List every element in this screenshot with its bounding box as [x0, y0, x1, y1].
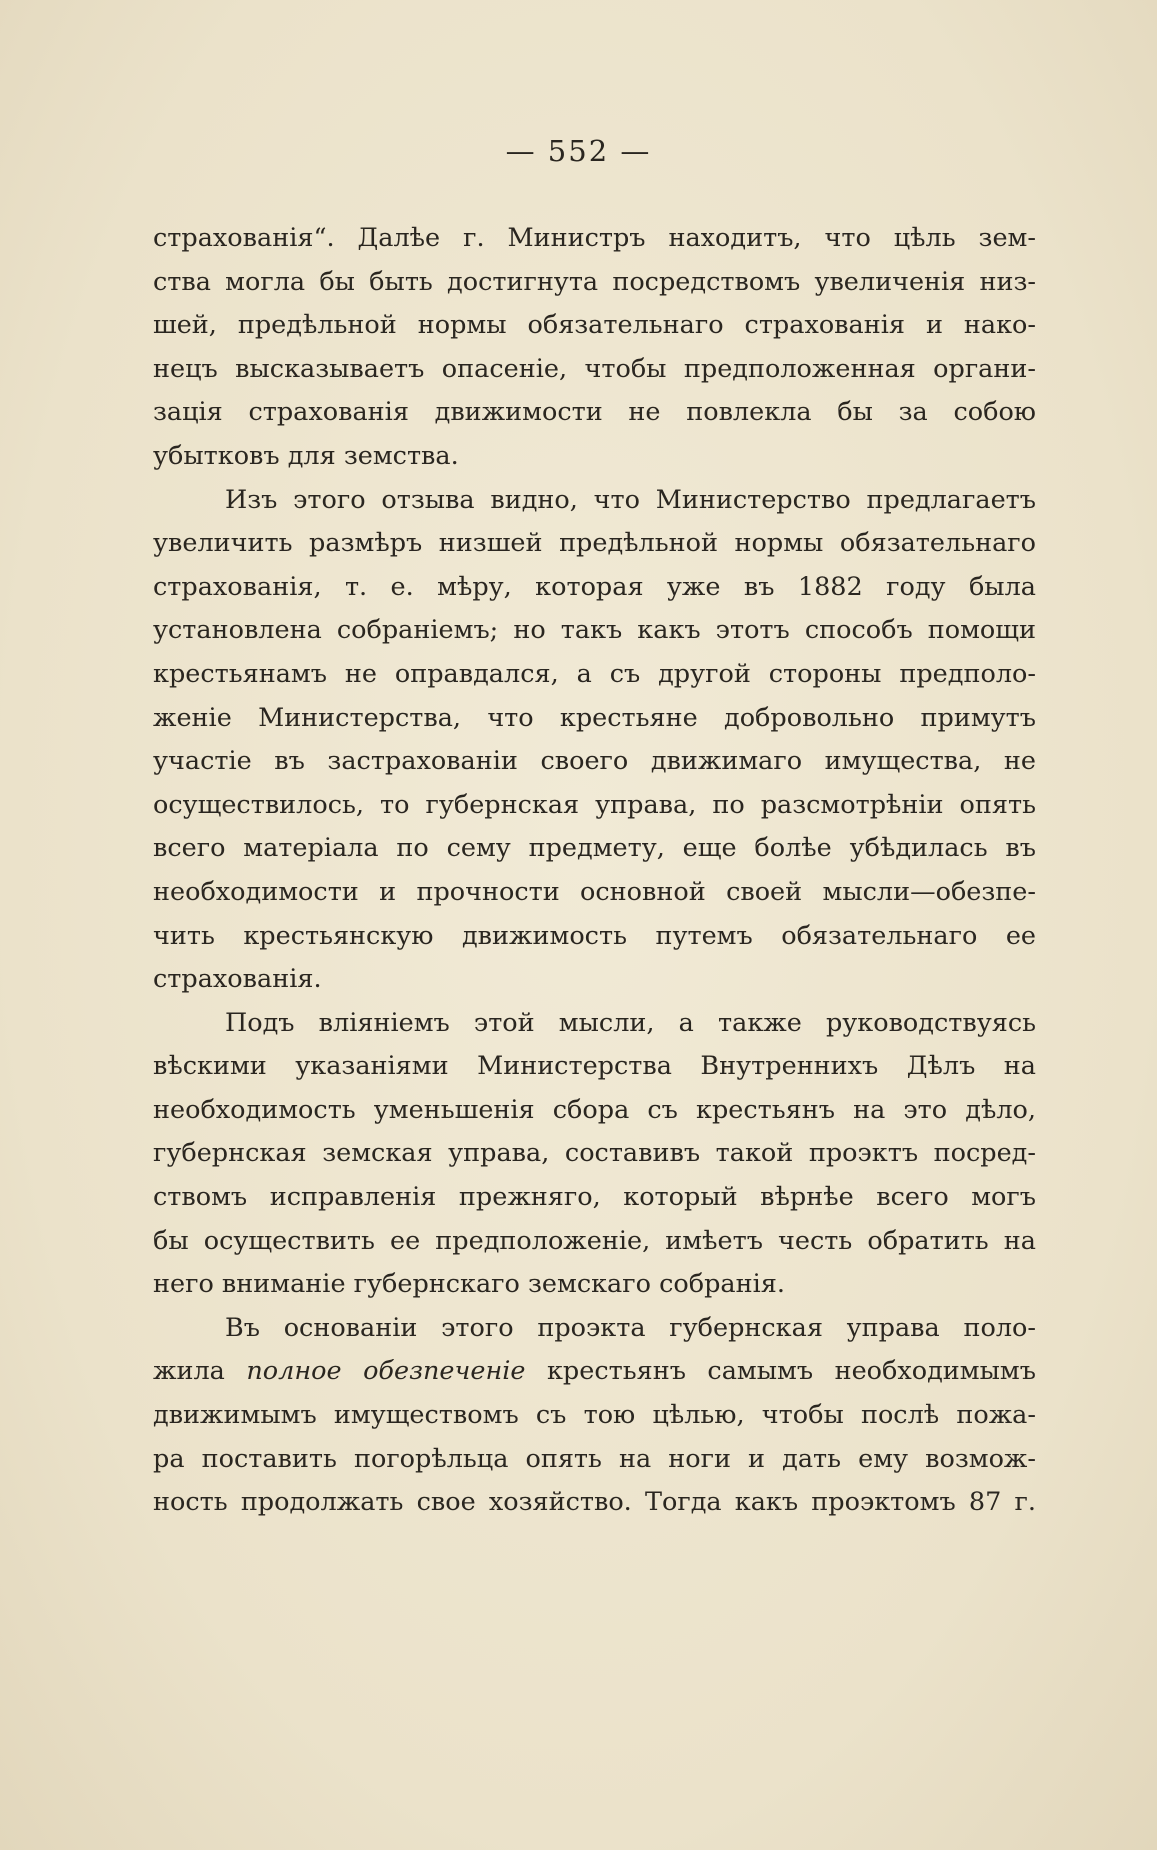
text-line: него вниманіе губернскаго земскаго собранія. — [153, 1269, 785, 1300]
text-line: нецъ высказываетъ опасеніе, чтобы предположенная органи- — [153, 353, 1036, 384]
text-line: страхованія, т. е. мѣру, которая уже въ 1882 году была — [153, 571, 1036, 602]
text-line: убытковъ для земства. — [153, 440, 459, 471]
text-line: движимымъ имуществомъ съ тою цѣлью, чтобы послѣ пожа- — [153, 1400, 1036, 1431]
page-number: — 552 — — [505, 134, 652, 168]
text-line: ства могла бы быть достигнута посредствомъ увеличенія низ- — [153, 266, 1036, 297]
text-segment: крестьянъ самымъ необходимымъ — [525, 1356, 1036, 1387]
text-line: шей, предѣльной нормы обязательнаго страхованія и нако- — [153, 310, 1036, 341]
body-text — [153, 217, 1036, 1525]
text-line: участіе въ застрахованіи своего движимаго имущества, не — [153, 746, 1036, 777]
emphasis-text: полное обезпеченіе — [246, 1356, 526, 1387]
text-segment: жила — [153, 1356, 247, 1387]
text-line: ра поставить погорѣльца опять на ноги и дать ему возмож- — [153, 1443, 1036, 1474]
text-line: Подъ вліяніемъ этой мысли, а также руководствуясь — [225, 1007, 1036, 1038]
text-line: Изъ этого отзыва видно, что Министерство предлагаетъ — [225, 484, 1036, 515]
text-line: чить крестьянскую движимость путемъ обязательнаго ее — [153, 920, 1036, 951]
text-line: ность продолжать свое хозяйство. Тогда какъ проэктомъ 87 г. — [153, 1487, 1036, 1518]
text-line: зація страхованія движимости не повлекла бы за собою — [153, 397, 1036, 428]
text-line: всего матеріала по сему предмету, еще болѣе убѣдилась въ — [153, 833, 1036, 864]
text-line: женіе Министерства, что крестьяне добровольно примутъ — [153, 702, 1036, 733]
text-line: губернская земская управа, составивъ такой проэктъ посред- — [153, 1138, 1036, 1169]
text-line: необходимость уменьшенія сбора съ крестьянъ на это дѣло, — [153, 1094, 1036, 1125]
text-line — [153, 1350, 1036, 1394]
text-line: установлена собраніемъ; но такъ какъ этотъ способъ помощи — [153, 615, 1036, 646]
text-line: бы осуществить ее предположеніе, имѣетъ честь обратить на — [153, 1225, 1036, 1256]
text-line: осуществилось, то губернская управа, по разсмотрѣніи опять — [153, 789, 1036, 820]
text-line: вѣскими указаніями Министерства Внутреннихъ Дѣлъ на — [153, 1051, 1036, 1082]
text-line: крестьянамъ не оправдался, а съ другой стороны предполо- — [153, 658, 1036, 689]
text-line: страхованія. — [153, 964, 322, 995]
text-line: страхованія“. Далѣе г. Министръ находитъ, что цѣль зем- — [153, 223, 1036, 253]
text-line: ствомъ исправленія прежняго, который вѣрнѣе всего могъ — [153, 1182, 1036, 1213]
text-line: увеличить размѣръ низшей предѣльной нормы обязательнаго — [153, 528, 1036, 559]
text-line: Въ основаніи этого проэкта губернская управа поло- — [225, 1312, 1036, 1343]
text-line: необходимости и прочности основной своей мысли—обезпе- — [153, 876, 1036, 907]
